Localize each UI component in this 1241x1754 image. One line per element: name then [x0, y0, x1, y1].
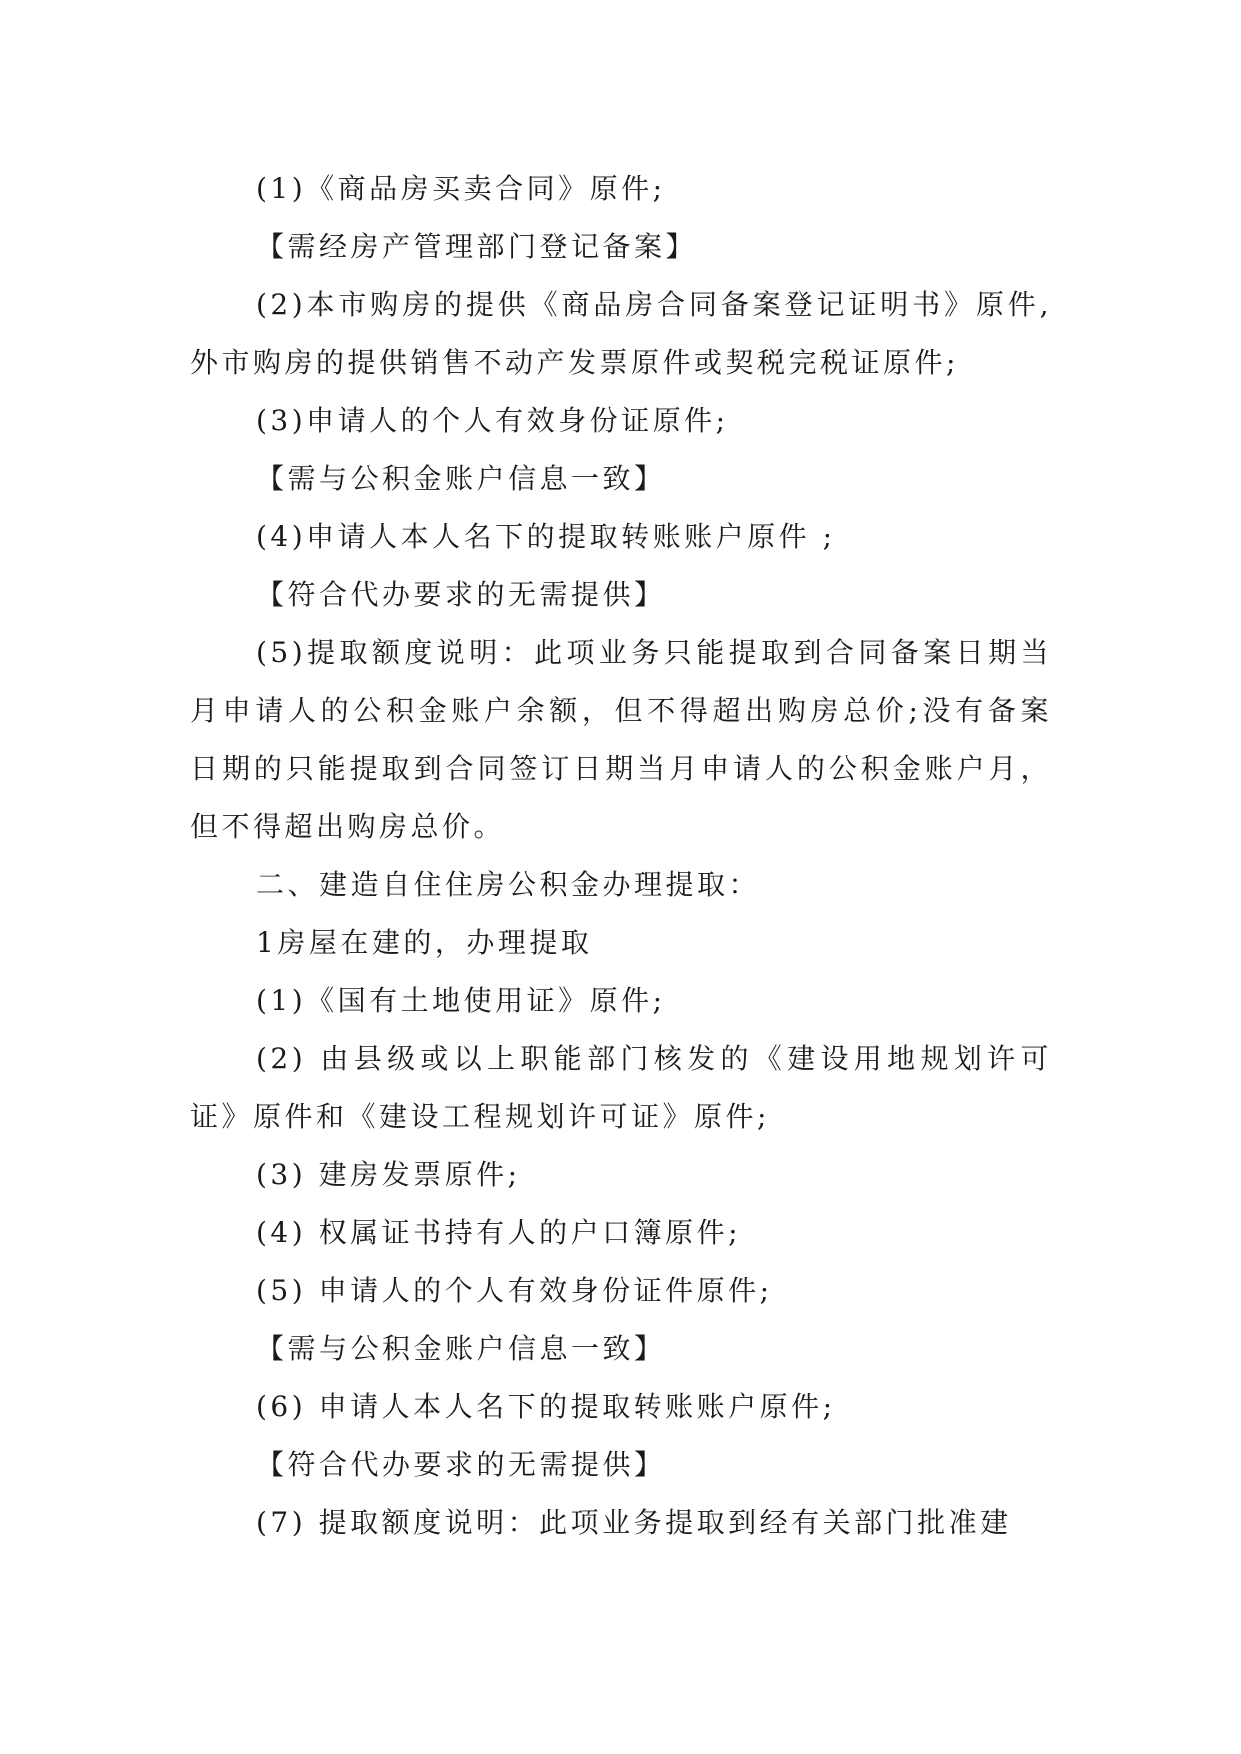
- paragraph: 【需与公积金账户信息一致】: [256, 1332, 666, 1365]
- paragraph: (7) 提取额度说明：此项业务提取到经有关部门批准建: [256, 1506, 1012, 1539]
- paragraph: (1)《国有土地使用证》原件;: [256, 984, 666, 1017]
- paragraph: (4)申请人本人名下的提取转账账户原件 ;: [256, 520, 836, 553]
- paragraph: (2) 由县级或以上职能部门核发的《建设用地规划许可证》原件和《建设工程规划许可证》原件;: [190, 1042, 1052, 1133]
- paragraph: (1)《商品房买卖合同》原件;: [256, 172, 666, 205]
- paragraph: 【符合代办要求的无需提供】: [256, 578, 666, 611]
- paragraph: (2)本市购房的提供《商品房合同备案登记证明书》原件,外市购房的提供销售不动产发票原件或契税完税证原件;: [190, 288, 1052, 379]
- paragraph: (6) 申请人本人名下的提取转账账户原件;: [256, 1390, 836, 1423]
- document-body: [190, 160, 1052, 1552]
- paragraph: (3) 建房发票原件;: [256, 1158, 521, 1191]
- paragraph: 【需经房产管理部门登记备案】: [256, 230, 698, 263]
- section-heading: 二、建造自住住房公积金办理提取：: [256, 868, 761, 901]
- paragraph: (3)申请人的个人有效身份证原件;: [256, 404, 729, 437]
- paragraph: 【符合代办要求的无需提供】: [256, 1448, 666, 1481]
- paragraph: (4) 权属证书持有人的户口簿原件;: [256, 1216, 741, 1249]
- paragraph: 【需与公积金账户信息一致】: [256, 462, 666, 495]
- paragraph: (5)提取额度说明：此项业务只能提取到合同备案日期当月申请人的公积金账户余额，但不得超出购房总价;没有备案日期的只能提取到合同签订日期当月申请人的公积金账户月，但不得超出购房总价。: [190, 636, 1052, 843]
- subsection-heading: 1房屋在建的，办理提取: [256, 926, 593, 959]
- paragraph: (5) 申请人的个人有效身份证件原件;: [256, 1274, 773, 1307]
